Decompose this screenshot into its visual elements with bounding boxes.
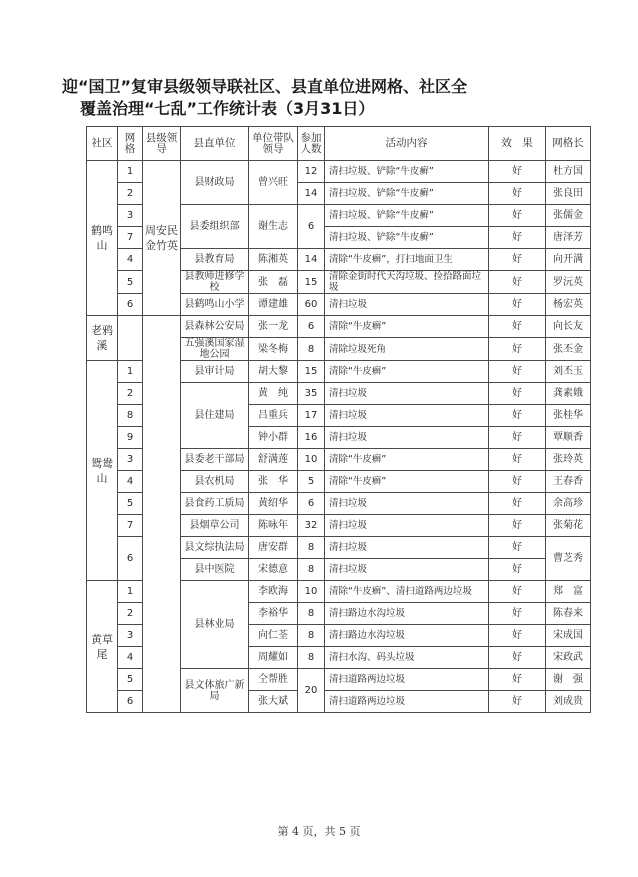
count-cell: 35 (298, 383, 325, 405)
title-line-2: 覆盖治理“七乱”工作统计表（3月31日） (80, 99, 375, 118)
activity-cell: 清除“牛皮癣”，打扫地面卫生 (325, 249, 489, 271)
count-cell: 8 (298, 537, 325, 559)
effect-cell: 好 (489, 449, 546, 471)
grid-cell: 7 (118, 515, 143, 537)
unit-cell: 县林业局 (181, 581, 249, 669)
grid-head-cell: 罗沅英 (546, 271, 591, 294)
activity-cell: 清扫垃圾、铲除“牛皮癣” (325, 205, 489, 227)
count-cell: 17 (298, 405, 325, 427)
activity-cell: 清扫垃圾 (325, 405, 489, 427)
effect-cell: 好 (489, 405, 546, 427)
header-activity: 活动内容 (325, 127, 489, 161)
effect-cell: 好 (489, 427, 546, 449)
grid-head-cell: 宋政武 (546, 647, 591, 669)
grid-cell: 1 (118, 581, 143, 603)
leader-cell: 唐安群 (249, 537, 298, 559)
unit-cell: 县教师进修学校 (181, 271, 249, 294)
activity-cell: 清扫道路两边垃圾 (325, 691, 489, 713)
unit-cell: 县委老干部局 (181, 449, 249, 471)
activity-cell: 清扫路边水沟垃圾 (325, 625, 489, 647)
header-grid: 网格 (118, 127, 143, 161)
grid-head-cell: 杜方国 (546, 161, 591, 183)
unit-cell: 县鹤鸣山小学 (181, 294, 249, 316)
grid-cell: 7 (118, 227, 143, 249)
count-cell: 6 (298, 205, 325, 249)
grid-cell: 2 (118, 603, 143, 625)
activity-cell: 清扫垃圾 (325, 294, 489, 316)
community-cell: 黄草尾 (87, 581, 118, 713)
leader-cell: 谢生志 (249, 205, 298, 249)
leader-cell: 李欧海 (249, 581, 298, 603)
grid-cell: 1 (118, 161, 143, 183)
effect-cell: 好 (489, 183, 546, 205)
grid-cell: 2 (118, 383, 143, 405)
leader-cell: 谭建雄 (249, 294, 298, 316)
header-team-leader: 单位带队领导 (249, 127, 298, 161)
table-row (87, 316, 591, 338)
community-cell: 鸳鸯山 (87, 361, 118, 581)
count-cell: 8 (298, 647, 325, 669)
header-grid-head: 网格长 (546, 127, 591, 161)
count-cell: 8 (298, 625, 325, 647)
grid-head-cell: 刘成贵 (546, 691, 591, 713)
activity-cell: 清除“牛皮癣” (325, 449, 489, 471)
effect-cell: 好 (489, 205, 546, 227)
activity-cell: 清扫垃圾 (325, 515, 489, 537)
county-leader-cell (143, 316, 181, 713)
leader-cell: 黄绍华 (249, 493, 298, 515)
count-cell: 20 (298, 669, 325, 713)
leader-cell: 钟小群 (249, 427, 298, 449)
title-line-1: 迎“国卫”复审县级领导联社区、县直单位进网格、社区全 (62, 77, 468, 96)
unit-cell: 县食药工质局 (181, 493, 249, 515)
unit-cell: 县文综执法局 (181, 537, 249, 559)
leader-cell: 向仁荃 (249, 625, 298, 647)
effect-cell: 好 (489, 316, 546, 338)
grid-head-cell: 张玲英 (546, 449, 591, 471)
effect-cell: 好 (489, 161, 546, 183)
leader-cell: 张大斌 (249, 691, 298, 713)
effect-cell: 好 (489, 227, 546, 249)
effect-cell: 好 (489, 625, 546, 647)
grid-head-cell: 宋成国 (546, 625, 591, 647)
grid-head-cell: 杨宏英 (546, 294, 591, 316)
grid-head-cell: 龚素娥 (546, 383, 591, 405)
unit-cell: 县森林公安局 (181, 316, 249, 338)
grid-cell: 3 (118, 625, 143, 647)
leader-cell: 李裕华 (249, 603, 298, 625)
grid-head-cell: 向长友 (546, 316, 591, 338)
count-cell: 8 (298, 559, 325, 581)
grid-head-cell: 张良田 (546, 183, 591, 205)
count-cell: 12 (298, 161, 325, 183)
grid-cell (118, 316, 143, 361)
grid-cell: 3 (118, 449, 143, 471)
unit-cell: 县财政局 (181, 161, 249, 205)
grid-cell: 5 (118, 669, 143, 691)
activity-cell: 清除“牛皮癣” (325, 316, 489, 338)
leader-cell: 张一龙 (249, 316, 298, 338)
grid-cell: 5 (118, 493, 143, 515)
community-cell: 鹤鸣山 (87, 161, 118, 316)
effect-cell: 好 (489, 249, 546, 271)
unit-cell: 县住建局 (181, 383, 249, 449)
grid-head-cell: 谢 强 (546, 669, 591, 691)
header-participants: 参加人数 (298, 127, 325, 161)
grid-cell: 1 (118, 361, 143, 383)
page-number: 第 4 页，共 5 页 (277, 825, 361, 838)
header-row (87, 127, 591, 161)
grid-cell: 4 (118, 647, 143, 669)
leader-cell: 张 华 (249, 471, 298, 493)
leader-cell: 张 磊 (249, 271, 298, 294)
leader-cell: 舒满莲 (249, 449, 298, 471)
statistics-table (86, 126, 591, 713)
unit-cell: 县教育局 (181, 249, 249, 271)
activity-cell: 清扫垃圾 (325, 537, 489, 559)
grid-head-cell: 张桂华 (546, 405, 591, 427)
header-effect: 效 果 (489, 127, 546, 161)
grid-head-cell: 王春香 (546, 471, 591, 493)
header-community: 社区 (87, 127, 118, 161)
count-cell: 6 (298, 316, 325, 338)
leader-cell: 黄 纯 (249, 383, 298, 405)
community-cell: 老鸦溪 (87, 316, 118, 361)
grid-cell: 4 (118, 471, 143, 493)
activity-cell: 清扫垃圾、铲除“牛皮癣” (325, 227, 489, 249)
effect-cell: 好 (489, 294, 546, 316)
activity-cell: 清除金街时代天沟垃圾、捡拾路面垃圾 (325, 271, 489, 294)
unit-cell: 县委组织部 (181, 205, 249, 249)
grid-head-cell: 陈春来 (546, 603, 591, 625)
header-county-leader: 县级领导 (143, 127, 181, 161)
grid-head-cell: 余高珍 (546, 493, 591, 515)
effect-cell: 好 (489, 493, 546, 515)
grid-head-cell: 曹芝秀 (546, 537, 591, 581)
effect-cell: 好 (489, 603, 546, 625)
unit-cell: 县中医院 (181, 559, 249, 581)
activity-cell: 清扫道路两边垃圾 (325, 669, 489, 691)
count-cell: 8 (298, 603, 325, 625)
activity-cell: 清除“牛皮癣” (325, 471, 489, 493)
grid-cell: 2 (118, 183, 143, 205)
activity-cell: 清扫水沟、码头垃圾 (325, 647, 489, 669)
grid-cell: 3 (118, 205, 143, 227)
count-cell: 15 (298, 361, 325, 383)
effect-cell: 好 (489, 515, 546, 537)
grid-cell: 6 (118, 691, 143, 713)
effect-cell: 好 (489, 559, 546, 581)
grid-cell: 8 (118, 405, 143, 427)
count-cell: 8 (298, 338, 325, 361)
unit-cell: 县审计局 (181, 361, 249, 383)
leader-cell: 陈湘英 (249, 249, 298, 271)
grid-head-cell: 张儒金 (546, 205, 591, 227)
count-cell: 5 (298, 471, 325, 493)
grid-cell: 9 (118, 427, 143, 449)
effect-cell: 好 (489, 471, 546, 493)
count-cell: 14 (298, 249, 325, 271)
count-cell: 10 (298, 581, 325, 603)
count-cell: 10 (298, 449, 325, 471)
activity-cell: 清扫垃圾 (325, 383, 489, 405)
leader-cell: 曾兴旺 (249, 161, 298, 205)
grid-cell: 6 (118, 537, 143, 581)
grid-cell: 4 (118, 249, 143, 271)
count-cell: 16 (298, 427, 325, 449)
effect-cell: 好 (489, 361, 546, 383)
grid-head-cell: 唐泽芳 (546, 227, 591, 249)
activity-cell: 清除垃圾死角 (325, 338, 489, 361)
count-cell: 15 (298, 271, 325, 294)
effect-cell: 好 (489, 271, 546, 294)
effect-cell: 好 (489, 647, 546, 669)
activity-cell: 清扫路边水沟垃圾 (325, 603, 489, 625)
document-title (62, 76, 582, 120)
effect-cell: 好 (489, 537, 546, 559)
activity-cell: 清扫垃圾、铲除“牛皮癣” (325, 161, 489, 183)
leader-cell: 仝帮胜 (249, 669, 298, 691)
activity-cell: 清扫垃圾 (325, 493, 489, 515)
count-cell: 60 (298, 294, 325, 316)
activity-cell: 清除“牛皮癣”、清扫道路两边垃圾 (325, 581, 489, 603)
grid-head-cell: 张丕金 (546, 338, 591, 361)
activity-cell: 清扫垃圾 (325, 559, 489, 581)
table-row (87, 161, 591, 183)
count-cell: 14 (298, 183, 325, 205)
activity-cell: 清扫垃圾、铲除“牛皮癣” (325, 183, 489, 205)
effect-cell: 好 (489, 669, 546, 691)
activity-cell: 清除“牛皮癣” (325, 361, 489, 383)
effect-cell: 好 (489, 383, 546, 405)
count-cell: 6 (298, 493, 325, 515)
grid-head-cell: 向开满 (546, 249, 591, 271)
unit-cell: 县烟草公司 (181, 515, 249, 537)
grid-cell: 5 (118, 271, 143, 294)
effect-cell: 好 (489, 338, 546, 361)
leader-cell: 周耀如 (249, 647, 298, 669)
activity-cell: 清扫垃圾 (325, 427, 489, 449)
leader-cell: 吕重兵 (249, 405, 298, 427)
header-unit: 县直单位 (181, 127, 249, 161)
leader-cell: 梁冬梅 (249, 338, 298, 361)
grid-head-cell: 郑 富 (546, 581, 591, 603)
leader-cell: 陈咏年 (249, 515, 298, 537)
grid-head-cell: 覃顺香 (546, 427, 591, 449)
unit-cell: 五强溪国家湿地公园 (181, 338, 249, 361)
effect-cell: 好 (489, 691, 546, 713)
count-cell: 32 (298, 515, 325, 537)
grid-cell: 6 (118, 294, 143, 316)
grid-head-cell: 刘丕玉 (546, 361, 591, 383)
grid-head-cell: 张菊花 (546, 515, 591, 537)
county-leader-cell: 周安民金竹英 (143, 161, 181, 316)
unit-cell: 县文体旅广新局 (181, 669, 249, 713)
leader-cell: 宋德意 (249, 559, 298, 581)
effect-cell: 好 (489, 581, 546, 603)
unit-cell: 县农机局 (181, 471, 249, 493)
leader-cell: 胡大黎 (249, 361, 298, 383)
